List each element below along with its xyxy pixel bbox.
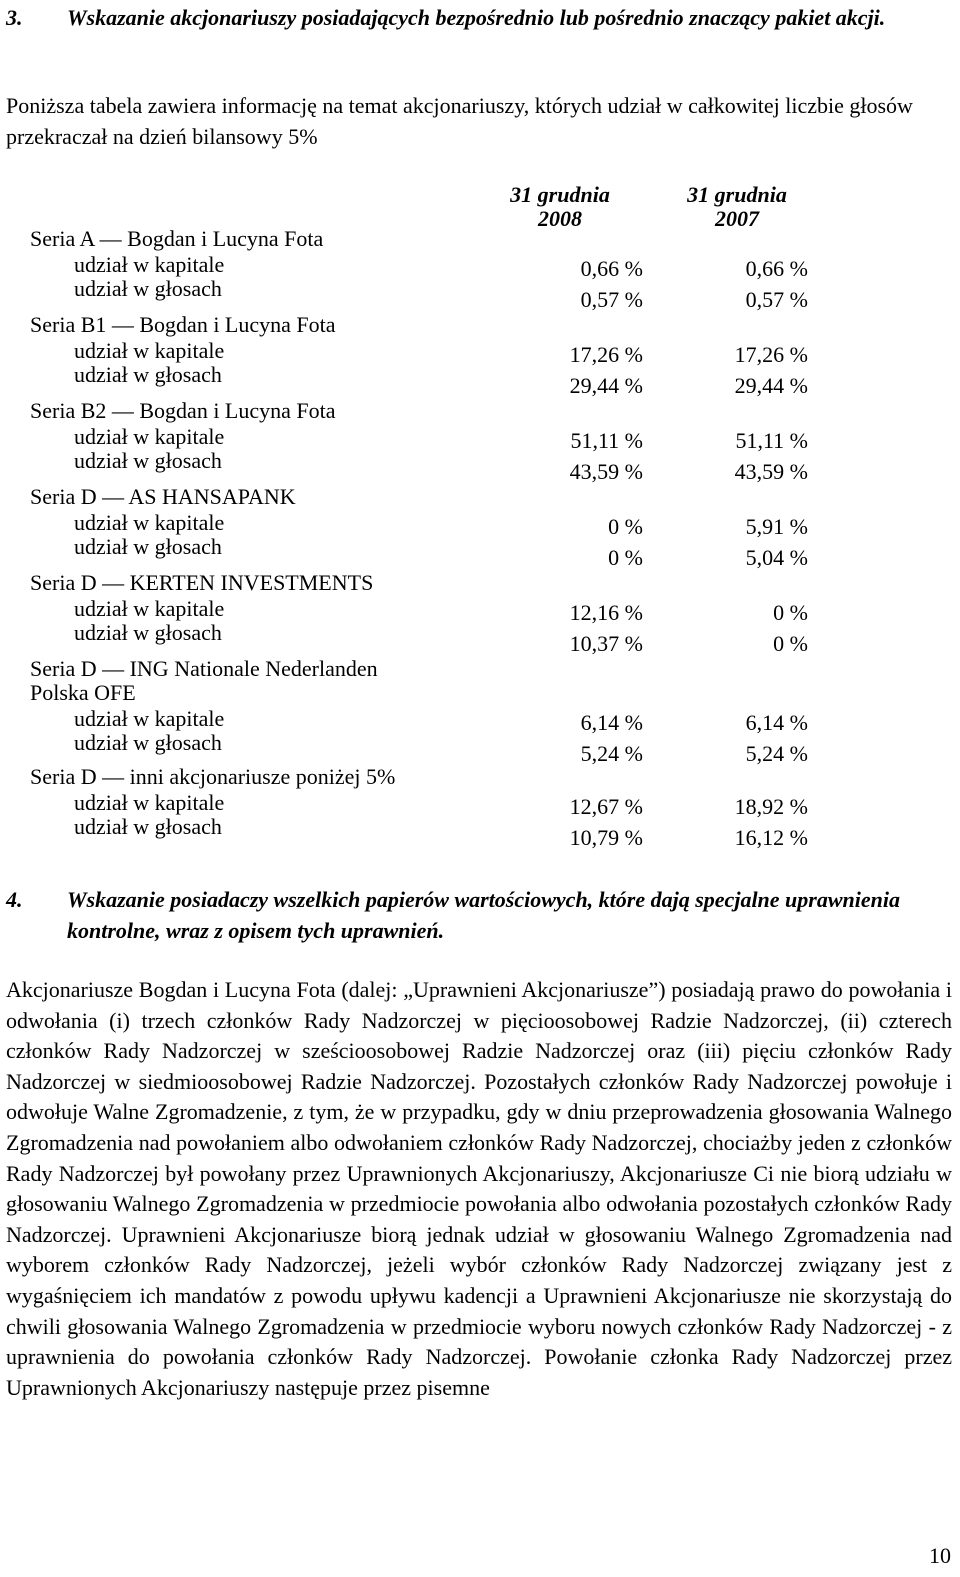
value-2007: 16,12 % — [734, 825, 808, 850]
value-2007: 51,11 % — [735, 428, 808, 453]
intro-paragraph: Poniższa tabela zawiera informację na temat akcjonariuszy, których udział w całkowitej liczbie głosów przekraczał na dzień bilansowy 5% — [6, 93, 913, 149]
row-label: udział w kapitale — [74, 338, 225, 363]
value-2007: 5,91 % — [745, 514, 808, 539]
value-2008: 43,59 % — [569, 459, 643, 484]
row-label: udział w głosach — [74, 730, 222, 755]
row-label: udział w głosach — [74, 534, 222, 559]
row-label: udział w głosach — [74, 620, 222, 645]
section-4-title: Wskazanie posiadaczy wszelkich papierów wartościowych, które dają specjalne uprawnienia kontrolne, wraz z opisem tych uprawnień. — [67, 887, 900, 943]
value-2008: 17,26 % — [569, 342, 643, 367]
group-title: Seria B1 — Bogdan i Lucyna Fota — [30, 312, 336, 337]
row-label: udział w kapitale — [74, 790, 225, 815]
value-2008: 0,66 % — [580, 256, 643, 281]
value-2007: 17,26 % — [734, 342, 808, 367]
value-2007: 0 % — [773, 600, 808, 625]
section-4-number: 4. — [6, 887, 23, 912]
value-2007: 29,44 % — [734, 373, 808, 398]
column-header-2007: 31 grudnia 2007 — [687, 182, 787, 231]
group-title: Seria B2 — Bogdan i Lucyna Fota — [30, 398, 336, 423]
row-label: udział w głosach — [74, 276, 222, 301]
value-2008: 0 % — [608, 514, 643, 539]
column-header-2008: 31 grudnia 2008 — [510, 182, 610, 231]
group-title-continued: Polska OFE — [30, 680, 136, 705]
value-2007: 18,92 % — [734, 794, 808, 819]
value-2007: 43,59 % — [734, 459, 808, 484]
value-2007: 0,57 % — [745, 287, 808, 312]
group-title: Seria D — inni akcjonariusze poniżej 5% — [30, 764, 396, 789]
value-2008: 12,67 % — [569, 794, 643, 819]
value-2007: 5,24 % — [745, 741, 808, 766]
value-2008: 0 % — [608, 545, 643, 570]
section-3-title: Wskazanie akcjonariuszy posiadających bezpośrednio lub pośrednio znaczący pakiet akcji. — [67, 5, 886, 30]
row-label: udział w kapitale — [74, 424, 225, 449]
group-title: Seria D — AS HANSAPANK — [30, 484, 296, 509]
value-2007: 6,14 % — [745, 710, 808, 735]
row-label: udział w głosach — [74, 362, 222, 387]
row-label: udział w kapitale — [74, 596, 225, 621]
section-3-heading — [6, 2, 946, 33]
group-title: Seria D — KERTEN INVESTMENTS — [30, 570, 374, 595]
value-2008: 0,57 % — [580, 287, 643, 312]
section-3-number: 3. — [6, 5, 23, 30]
value-2007: 0,66 % — [745, 256, 808, 281]
row-label: udział w kapitale — [74, 510, 225, 535]
row-label: udział w kapitale — [74, 252, 225, 277]
value-2008: 51,11 % — [570, 428, 643, 453]
value-2008: 29,44 % — [569, 373, 643, 398]
body-paragraph: Akcjonariusze Bogdan i Lucyna Fota (dalej: „Uprawnieni Akcjonariusze”) posiadają prawo do powołania i odwołania (i) trzech członków Rady Nadzorczej w pięcioosobowej Radzie Nadzorczej, (ii) czterech członków Rady Nadzorczej w sześcioosobowej Radzie Nadzorczej oraz (iii) pięciu członków Rady Nadzorczej w siedmioosobowej Radzie Nadzorczej. Pozostałych członków Rady Nadzorczej powołuje i odwołuje Walne Zgromadzenie, z tym, że w przypadku, gdy w dniu przeprowadzenia głosowania Walnego Zgromadzenia nad powołaniem albo odwołaniem członków Rady Nadzorczej, chociażby jeden z członków Rady Nadzorczej był powołany przez Uprawnionych Akcjonariuszy, Akcjonariusze Ci nie biorą udziału w głosowaniu Walnego Zgromadzenia w przedmiocie powołania albo odwołania pozostałych członków Rady Nadzorczej. Uprawnieni Akcjonariusze biorą jednak udział w głosowaniu Walnego Zgromadzenia nad wyborem członków Rady Nadzorczej, jeżeli wybór członków Rady Nadzorczej związany jest z wygaśnięciem ich mandatów z powodu upływu kadencji a Uprawnieni Akcjonariusze nie skorzystają do chwili głosowania Walnego Zgromadzenia w przedmiocie wyboru nowych członków Rady Nadzorczej - z uprawnienia do powołania członków Rady Nadzorczej. Powołanie członka Rady Nadzorczej przez Uprawnionych Akcjonariuszy następuje przez pisemne — [6, 977, 952, 1400]
row-label: udział w głosach — [74, 448, 222, 473]
group-title: Seria D — ING Nationale Nederlanden — [30, 656, 378, 681]
value-2008: 5,24 % — [580, 741, 643, 766]
value-2008: 12,16 % — [569, 600, 643, 625]
value-2008: 10,37 % — [569, 631, 643, 656]
value-2007: 5,04 % — [745, 545, 808, 570]
row-label: udział w głosach — [74, 814, 222, 839]
section-4-heading — [6, 884, 946, 946]
row-label: udział w kapitale — [74, 706, 225, 731]
group-title: Seria A — Bogdan i Lucyna Fota — [30, 226, 324, 251]
page-number: 10 — [929, 1543, 951, 1568]
value-2008: 6,14 % — [580, 710, 643, 735]
value-2008: 10,79 % — [569, 825, 643, 850]
value-2007: 0 % — [773, 631, 808, 656]
